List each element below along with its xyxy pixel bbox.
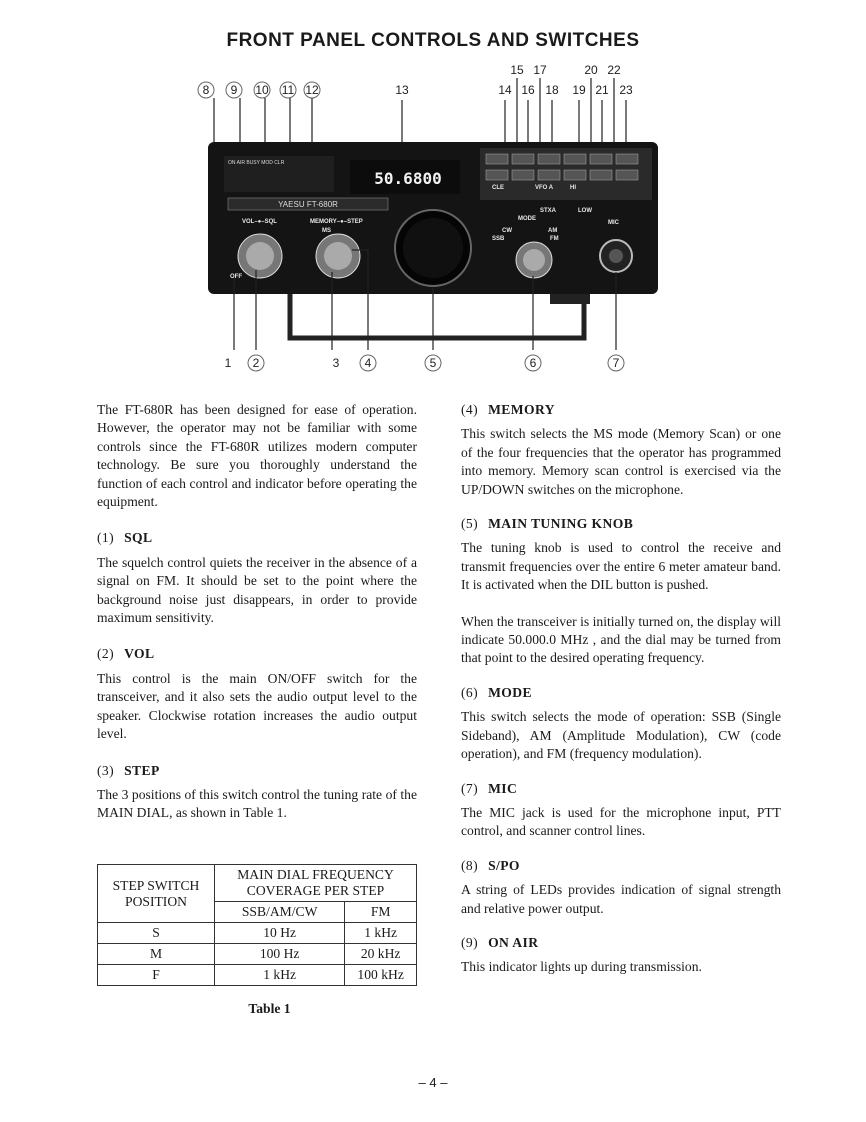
callout-20: 20 [584, 63, 598, 77]
label-mode: MODE [518, 216, 536, 222]
table-caption: Table 1 [248, 1001, 291, 1016]
page-title: FRONT PANEL CONTROLS AND SWITCHES [226, 30, 640, 51]
intro-paragraph: The FT-680R has been designed for ease of operation. However, the operator may not be familiar with some controls since the FT-680R utilizes modern computer technology. Be sure you thoroughly understand the function of each control and indicator before operating the equipment. [97, 402, 417, 510]
section-body: The 3 positions of this switch control the tuning rate of the MAIN DIAL, as shown in Table 1. [97, 786, 417, 821]
callouts-top-right [498, 63, 633, 97]
label-low: LOW [578, 208, 592, 214]
section-6: (6) MODE This switch selects the mode of operation: SSB (Single Sideband), AM (Amplitude Modulation), CW (code operation), and FM (frequency modulation). [461, 684, 781, 764]
section-body: The squelch control quiets the receiver in the absence of a signal on FM. It should be set to the point where the background noise just disappears, in order to provide maximum sensitivity. [97, 554, 417, 626]
brand-label: YAESU FT-680R [278, 200, 338, 209]
section-2: (2) VOL This control is the main ON/OFF switch for the transceiver, and it also sets the audio output level to the speaker. Clockwise rotation increases the audio output level. [97, 645, 417, 743]
section-9: (9) ON AIR This indicator lights up during transmission. [461, 934, 781, 977]
label-ssb: SSB [492, 236, 505, 242]
callout-3: 3 [332, 356, 340, 370]
callout-2: 2 [252, 356, 260, 370]
section-4: (4) MEMORY This switch selects the MS mode (Memory Scan) or one of the four frequencies that the operator has programmed into memory. Memory scan control is exercised via the UP/DOWN switches on the microphone. [461, 401, 781, 499]
left-column [97, 401, 417, 823]
callout-13: 13 [395, 83, 409, 97]
callout-17: 17 [533, 63, 547, 77]
header-group: MAIN DIAL FREQUENCY COVERAGE PER STEP [215, 865, 417, 902]
label-vfo-a: VFO A [535, 185, 554, 191]
section-body: The MIC jack is used for the microphone input, PTT control, and scanner control lines. [461, 804, 781, 839]
callout-21: 21 [595, 83, 609, 97]
callout-12: 12 [305, 83, 319, 97]
callout-11: 11 [281, 83, 295, 97]
radio-front-panel-figure [190, 60, 670, 380]
label-mic: MIC [608, 220, 619, 226]
label-off: OFF [230, 274, 242, 280]
callout-1: 1 [224, 356, 232, 370]
section-5: (5) MAIN TUNING KNOB The tuning knob is used to control the receive and transmit frequencies over the entire 6 meter amateur band. It is activated when the DIL button is pushed. When the transceiver is initially turned on, the display will indicate 50.000.0 MHz , and the dial may be turned from that point to the desired operating frequency. [461, 515, 781, 668]
section-7: (7) MIC The MIC jack is used for the microphone input, PTT control, and scanner control lines. [461, 780, 781, 841]
label-hi: HI [570, 185, 576, 191]
section-body: This indicator lights up during transmission. [461, 959, 702, 975]
section-body: This switch selects the mode of operation: SSB (Single Sideband), AM (Amplitude Modulation), CW (code operation), and FM (frequency modulation). [461, 709, 781, 762]
section-3: (3) STEP The 3 positions of this switch control the tuning rate of the MAIN DIAL, as shown in Table 1. [97, 762, 417, 823]
table-1 [97, 864, 417, 986]
label-cle: CLE [492, 185, 504, 191]
label-vol-sql: VOL–●–SQL [242, 219, 277, 225]
label-fm: FM [550, 236, 559, 242]
label-stxa: STXA [540, 208, 557, 214]
callout-5: 5 [429, 356, 437, 370]
page-number: – 4 – [418, 1075, 448, 1090]
section-body: A string of LEDs provides indication of signal strength and relative power output. [461, 882, 781, 916]
table-row: F 1 kHz 100 kHz [98, 965, 417, 986]
label-ms: MS [322, 228, 331, 234]
section-body: This control is the main ON/OFF switch for the transceiver, and it also sets the audio output level to the speaker. Clockwise rotation increases the audio output level. [97, 670, 417, 742]
label-am: AM [548, 228, 558, 234]
callout-4: 4 [364, 356, 372, 370]
header-ssb: SSB/AM/CW [215, 902, 345, 923]
callout-8: 8 [202, 83, 210, 97]
callout-16: 16 [521, 83, 535, 97]
section-1: (1) SQL The squelch control quiets the receiver in the absence of a signal on FM. It should be set to the point where the background noise just disappears, in order to provide maximum sensitivity. [97, 529, 417, 627]
right-column [461, 401, 781, 977]
section-body: This switch selects the MS mode (Memory Scan) or one of the four frequencies that the operator has programmed into memory. Memory scan control is exercised via the UP/DOWN switches on the microphone. [461, 426, 781, 497]
section-8: (8) S/PO A string of LEDs provides indication of signal strength and relative power output. [461, 857, 781, 918]
header-fm: FM [345, 902, 417, 923]
callout-22: 22 [607, 63, 621, 77]
callout-6: 6 [529, 356, 537, 370]
section-body-2: When the transceiver is initially turned on, the display will indicate 50.000.0 MHz , and the dial may be turned from that point to the desired operating frequency. [461, 613, 781, 666]
label-memory-step: MEMORY–●–STEP [310, 219, 363, 225]
table-row: S 10 Hz 1 kHz [98, 923, 417, 944]
svg-text:ON AIR BUSY MOD CLR: ON AIR BUSY MOD CLR [228, 160, 285, 166]
callout-18: 18 [545, 83, 559, 97]
callout-23: 23 [619, 83, 633, 97]
callout-9: 9 [230, 83, 238, 97]
callouts-bottom [225, 356, 620, 370]
frequency-display: 50.6800 [374, 169, 442, 188]
callout-7: 7 [612, 356, 620, 370]
table-row: M 100 Hz 20 kHz [98, 944, 417, 965]
callout-19: 19 [572, 83, 586, 97]
callout-14: 14 [498, 83, 512, 97]
label-cw: CW [502, 228, 512, 234]
callout-10: 10 [255, 83, 269, 97]
header-position: STEP SWITCH POSITION [98, 865, 215, 923]
section-body: The tuning knob is used to control the receive and transmit frequencies over the entire 6 meter amateur band. It is activated when the DIL button is pushed. [461, 540, 781, 593]
callout-15: 15 [510, 63, 524, 77]
